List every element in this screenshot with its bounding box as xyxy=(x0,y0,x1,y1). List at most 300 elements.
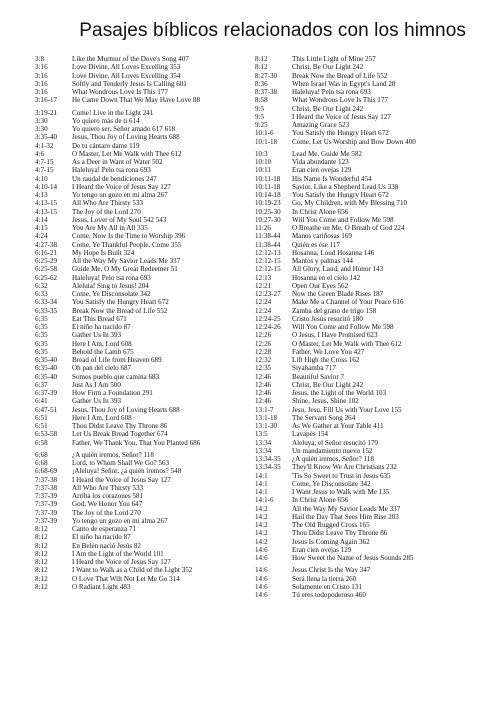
scripture-reference: 3:16-17 xyxy=(35,96,58,105)
hymn-title-number: Thou Didst Leave Thy Throne 86 xyxy=(72,422,168,430)
hymn-title-number: O Radiant Light 483 xyxy=(72,582,131,591)
scripture-reference: 14:6 xyxy=(255,545,268,554)
scripture-reference: 14:2 xyxy=(255,504,268,513)
scripture-reference: 11:26 xyxy=(255,224,271,232)
index-entry xyxy=(35,282,249,290)
index-entry xyxy=(255,414,467,422)
scripture-reference: 10:1-6 xyxy=(255,129,274,138)
scripture-reference: 8:12 xyxy=(35,533,48,542)
scripture-reference: 8:36 xyxy=(255,79,268,88)
scripture-reference: 12:24 xyxy=(255,298,272,307)
index-entry xyxy=(35,381,249,389)
scripture-reference: 6:16-21 xyxy=(35,248,58,257)
index-entry xyxy=(255,216,467,224)
index-entry xyxy=(35,265,249,273)
hymn-title-number: All Who Are Thirsty 533 xyxy=(72,199,144,208)
index-entry xyxy=(255,566,467,574)
index-entry xyxy=(35,348,249,356)
index-entry xyxy=(35,232,249,240)
hymn-title-number: Now the Green Blade Rises 187 xyxy=(292,290,384,298)
hymn-title-number: How Firm a Foundation 291 xyxy=(72,389,153,397)
scripture-reference: 6:58 xyxy=(35,438,48,447)
hymn-title-number: Come, Ye Thankful People, Come 355 xyxy=(72,240,182,249)
scripture-reference: 7:37-38 xyxy=(35,475,58,484)
index-entry xyxy=(35,533,249,541)
hymn-title-number: All Who Are Thirsty 533 xyxy=(72,483,144,492)
hymn-title-number: Haleluya! Pelo tsa rona 693 xyxy=(292,88,371,96)
index-entry xyxy=(255,274,467,282)
index-entry xyxy=(35,109,249,117)
hymn-title-number: Lavapés 154 xyxy=(292,430,329,439)
index-entry xyxy=(35,55,249,63)
hymn-title-number: My Hope Is Built 324 xyxy=(72,248,135,257)
index-entry xyxy=(35,158,249,166)
scripture-reference: 8:12 xyxy=(35,558,48,566)
scripture-reference: 13:1-30 xyxy=(255,422,278,430)
hymn-title-number: Amazing Grace 523 xyxy=(292,121,350,129)
scripture-reference: 14:1 xyxy=(255,471,268,480)
scripture-reference: 10:1-18 xyxy=(255,137,278,146)
hymn-title-number: Quién es ése 117 xyxy=(292,240,341,249)
index-entry xyxy=(35,356,249,364)
index-entry xyxy=(35,183,249,191)
hymn-title-number: All Glory, Laud, and Honor 143 xyxy=(292,265,384,274)
index-entry xyxy=(35,117,249,125)
scripture-reference: 8:12 xyxy=(35,574,48,583)
hymn-title-number: Hosanna, Loud Hosanna 146 xyxy=(292,248,375,257)
index-entry xyxy=(35,249,249,257)
index-entry xyxy=(35,142,249,150)
index-entry xyxy=(255,138,467,146)
scripture-reference: 12:32 xyxy=(255,356,272,364)
index-entry xyxy=(35,467,249,475)
index-entry xyxy=(35,340,249,348)
scripture-reference: 13:34-35 xyxy=(255,455,281,463)
index-entry xyxy=(255,307,467,315)
hymn-title-number: Un raudal de bendiciones 247 xyxy=(72,174,157,183)
scripture-reference: 6:33-34 xyxy=(35,298,58,307)
index-entry xyxy=(35,166,249,174)
hymn-title-number: The Joy of the Lord 270 xyxy=(72,508,141,517)
index-entry xyxy=(255,513,467,521)
hymn-title-number: He Came Down That We May Have Love 88 xyxy=(72,96,201,105)
hymn-title-number: Let Us Break Bread Together 674 xyxy=(72,430,168,439)
scripture-reference: 14:1 xyxy=(255,479,268,488)
index-entry xyxy=(255,105,467,113)
index-entry xyxy=(255,447,467,455)
scripture-reference: 13:5 xyxy=(255,430,268,439)
index-entry xyxy=(255,290,467,298)
index-entry xyxy=(255,521,467,529)
index-entry xyxy=(35,307,249,315)
hymn-title-number: Jesus, Thou Joy of Loving Hearts 688 xyxy=(72,133,180,142)
hymn-title-number: You Satisfy the Hungry Heart 672 xyxy=(292,129,389,138)
hymn-title-number: Será llena la tierra 260 xyxy=(292,574,357,583)
hymn-title-number: Haleluya! Pelo tsa rona 693 xyxy=(72,273,151,282)
scripture-reference: 3:16 xyxy=(35,88,48,96)
scripture-reference: 6:51 xyxy=(35,422,48,430)
index-entry xyxy=(255,158,467,166)
index-entry xyxy=(255,331,467,339)
scripture-reference: 6:25-29 xyxy=(35,257,58,265)
scripture-reference: 6:68-69 xyxy=(35,467,58,476)
scripture-reference: 6:68 xyxy=(35,450,48,459)
hymn-title-number: The Joy of the Lord 270 xyxy=(72,207,141,216)
hymn-title-number: Un mandamiento nuevo 152 xyxy=(292,446,373,455)
hymn-title-number: Solamente en Cristo 131 xyxy=(292,582,362,591)
index-entry xyxy=(35,492,249,500)
hymn-title-number: Tú eres todopoderoso 460 xyxy=(292,591,366,599)
hymn-title-number: You Satisfy the Hungry Heart 672 xyxy=(72,298,169,307)
scripture-reference: 6:33 xyxy=(35,290,48,298)
hymn-title-number: What Wondrous Love Is This 177 xyxy=(292,96,388,105)
index-entry xyxy=(255,129,467,137)
hymn-title-number: His Name Is Wonderful 454 xyxy=(292,174,372,183)
index-entry xyxy=(35,224,249,232)
scripture-reference: 10:19-23 xyxy=(255,199,281,208)
hymn-title-number: Christ, Be Our Light 242 xyxy=(292,380,364,389)
scripture-reference: 14:2 xyxy=(255,529,268,538)
hymn-title-number: Go, My Children, with My Blessing 710 xyxy=(292,199,408,208)
hymn-title-number: Hosanna en el cielo 142 xyxy=(292,273,361,282)
hymn-title-number: Zamba del grano de trigo 158 xyxy=(292,306,377,315)
index-entry xyxy=(255,80,467,88)
index-entry xyxy=(35,476,249,484)
scripture-reference: 14:2 xyxy=(255,537,268,546)
hymn-title-number: The Servant Song 264 xyxy=(292,413,356,422)
index-entry xyxy=(255,575,467,583)
hymn-title-number: El niño ha nacido 87 xyxy=(72,533,131,542)
index-entry xyxy=(35,558,249,566)
scripture-reference: 3:19-21 xyxy=(35,108,58,117)
index-entry xyxy=(35,133,249,141)
index-entry xyxy=(255,265,467,273)
hymn-title-number: I Want Jesus to Walk with Me 135 xyxy=(292,488,390,496)
hymn-title-number: Here I Am, Lord 608 xyxy=(72,413,132,422)
scripture-reference: 8:37-38 xyxy=(255,88,278,96)
scripture-reference: 7:37-39 xyxy=(35,500,58,509)
hymn-title-number: Break Now the Bread of Life 552 xyxy=(292,71,388,80)
hymn-title-number: Gather Us In 393 xyxy=(72,397,122,406)
hymn-title-number: Siyahamba 717 xyxy=(292,364,336,373)
index-entry xyxy=(255,373,467,381)
scripture-reference: 14:2 xyxy=(255,512,268,521)
hymn-title-number: Yo tengo un gozo en mi alma 267 xyxy=(72,516,168,525)
hymn-title-number: Lift High the Cross 162 xyxy=(292,356,360,364)
hymn-title-number: Eran cien ovejas 129 xyxy=(292,166,352,175)
hymn-title-number: Jesus Is Coming Again 362 xyxy=(292,537,370,546)
hymn-title-number: Jesus, the Light of the World 103 xyxy=(292,389,387,397)
hymn-title-number: I Am the Light of the World 101 xyxy=(72,549,164,558)
hymn-title-number: Come, Ye Disconsolate 342 xyxy=(72,290,151,298)
hymn-title-number: Mantos y palmas 144 xyxy=(292,257,353,265)
index-entry xyxy=(35,517,249,525)
index-entry xyxy=(255,472,467,480)
hymn-title-number: Yo quiero ser, Señor amado 617 618 xyxy=(72,125,176,133)
index-entry xyxy=(255,249,467,257)
hymn-title-number: Arriba los corazones 581 xyxy=(72,492,144,500)
scripture-reference: 4:10 xyxy=(35,174,48,183)
scripture-reference: 12:46 xyxy=(255,389,272,397)
index-entry xyxy=(255,406,467,414)
index-entry xyxy=(35,459,249,467)
scripture-reference: 8:12 xyxy=(35,582,48,591)
index-entry xyxy=(255,340,467,348)
index-entry xyxy=(35,274,249,282)
scripture-reference: 10:25-30 xyxy=(255,207,281,216)
hymn-title-number: Oh pan del cielo 687 xyxy=(72,364,132,373)
left-column-index xyxy=(35,55,249,591)
index-entry xyxy=(255,364,467,372)
scripture-reference: 4:13-15 xyxy=(35,199,58,208)
scripture-reference: 11:38-44 xyxy=(255,240,281,249)
hymn-title-number: Softly and Tenderly Jesus Is Calling 601 xyxy=(72,79,187,88)
scripture-reference: 12:26 xyxy=(255,339,272,348)
hymn-title-number: Lead Me, Guide Me 582 xyxy=(292,149,362,158)
index-entry xyxy=(255,166,467,174)
index-entry xyxy=(255,63,467,71)
hymn-title-number: De tu cántaro dame 119 xyxy=(72,141,140,150)
scripture-reference: 9:25 xyxy=(255,121,268,129)
index-entry xyxy=(255,257,467,265)
scripture-reference: 6:35 xyxy=(35,314,48,323)
scripture-reference: 13:1-18 xyxy=(255,413,278,422)
hymn-title-number: Father, We Thank You, That You Planted 686 xyxy=(72,438,201,447)
hymn-title-number: Jesus, Thou Joy of Loving Hearts 688 xyxy=(72,405,180,414)
scripture-reference: 7:37-39 xyxy=(35,508,58,517)
scripture-reference: 9:5 xyxy=(255,104,265,113)
index-entry xyxy=(255,430,467,438)
scripture-reference: 3:35-40 xyxy=(35,133,58,142)
index-entry xyxy=(35,583,249,591)
hymn-title-number: O Master, Let Me Walk with Thee 612 xyxy=(292,339,402,348)
scripture-reference: 10:11-18 xyxy=(255,174,281,183)
index-entry xyxy=(255,282,467,290)
scripture-reference: 4:27-38 xyxy=(35,240,58,249)
hymn-title-number: Christ, Be Our Light 242 xyxy=(292,63,364,72)
index-entry xyxy=(35,373,249,381)
hymn-title-number: In Christ Alone 656 xyxy=(292,207,349,216)
hymn-title-number: Manos cariñosas 169 xyxy=(292,232,352,241)
hymn-title-number: I Heard the Voice of Jesus Say 127 xyxy=(72,182,171,191)
index-entry xyxy=(255,538,467,546)
hymn-title-number: Jesus, Lover of My Soul 542 543 xyxy=(72,215,167,224)
scripture-reference: 12:12-15 xyxy=(255,265,281,274)
index-entry xyxy=(35,290,249,298)
index-entry xyxy=(35,175,249,183)
index-entry xyxy=(35,451,249,459)
index-entry xyxy=(255,96,467,104)
scripture-reference: 8:12 xyxy=(35,525,48,533)
scripture-reference: 6:47-51 xyxy=(35,405,58,414)
hymn-title-number: You Satisfy the Hungry Heart 672 xyxy=(292,191,389,199)
hymn-title-number: Love Divine, All Loves Excelling 354 xyxy=(72,71,181,80)
scripture-reference: 10:10 xyxy=(255,158,272,166)
index-entry xyxy=(255,199,467,207)
scripture-reference: 6:35 xyxy=(35,339,48,348)
scripture-reference: 6:53-58 xyxy=(35,430,58,439)
hymn-title-number: En Belén nació Jesús 82 xyxy=(72,541,141,550)
hymn-title-number: ¿A quién iremos, Señor? 118 xyxy=(72,450,154,459)
index-entry xyxy=(255,422,467,430)
scripture-reference: 12:21 xyxy=(255,281,272,290)
scripture-reference: 6:33-35 xyxy=(35,306,58,315)
index-entry xyxy=(35,406,249,414)
scripture-reference: 4:14 xyxy=(35,215,48,224)
index-entry xyxy=(255,439,467,447)
scripture-reference: 13:1-7 xyxy=(255,405,274,414)
index-entry xyxy=(35,88,249,96)
hymn-title-number: O Jesus, I Have Promised 623 xyxy=(292,331,378,340)
scripture-reference: 10:27-30 xyxy=(255,215,281,224)
hymn-title-number: O Breathe on Me, O Breath of God 224 xyxy=(292,224,405,232)
hymn-title-number: Eat This Bread 671 xyxy=(72,314,127,323)
hymn-title-number: 'Tis So Sweet to Trust in Jesus 635 xyxy=(292,471,391,480)
index-entry xyxy=(255,150,467,158)
index-entry xyxy=(35,422,249,430)
hymn-title-number: Somos pueblo que camina 683 xyxy=(72,372,160,381)
scripture-reference: 12:13 xyxy=(255,273,272,282)
hymn-title-number: O Master, Let Me Walk with Thee 612 xyxy=(72,149,182,158)
index-entry xyxy=(255,175,467,183)
hymn-title-number: All the Way My Savior Leads Me 337 xyxy=(292,504,401,513)
hymn-title-number: Savior, Like a Shepherd Lead Us 338 xyxy=(292,182,399,191)
index-entry xyxy=(35,208,249,216)
hymn-title-number: Here I Am, Lord 608 xyxy=(72,339,132,348)
index-entry xyxy=(255,480,467,488)
hymn-title-number: Beautiful Savior 7 xyxy=(292,372,345,381)
hymn-title-number: Break Now the Bread of Life 552 xyxy=(72,306,168,315)
hymn-title-number: El niño ha nacido 87 xyxy=(72,323,131,331)
scripture-reference: 6:35-40 xyxy=(35,356,58,364)
hymn-title-number: Cristo Jesús resucitó 180 xyxy=(292,314,363,323)
index-entry xyxy=(255,208,467,216)
index-entry xyxy=(35,389,249,397)
hymn-title-number: How Sweet the Name of Jesus Sounds 285 xyxy=(292,554,414,562)
index-entry xyxy=(255,191,467,199)
index-entry xyxy=(35,96,249,104)
scripture-reference: 8:12 xyxy=(255,63,268,72)
scripture-reference: 12:24-26 xyxy=(255,323,281,331)
scripture-reference: 6:68 xyxy=(35,459,48,467)
scripture-reference: 4:15 xyxy=(35,224,48,232)
scripture-reference: 6:35 xyxy=(35,323,48,331)
hymn-title-number: Hail the Day That Sees Him Rise 203 xyxy=(292,512,399,521)
hymn-title-number: I Heard the Voice of Jesus Say 127 xyxy=(72,558,171,566)
index-entry xyxy=(255,546,467,554)
hymn-title-number: Aleluya, el Señor resucitó 179 xyxy=(292,438,379,447)
index-entry xyxy=(255,72,467,80)
hymn-title-number: In Christ Alone 656 xyxy=(292,496,349,505)
hymn-title-number: Will You Come and Follow Me 598 xyxy=(292,323,394,331)
scripture-reference: 12:23-27 xyxy=(255,290,281,298)
index-entry xyxy=(255,315,467,323)
hymn-title-number: Christ, Be Our Light 242 xyxy=(292,104,364,113)
hymn-title-number: Eran cien ovejas 129 xyxy=(292,545,352,554)
scripture-reference: 12:28 xyxy=(255,347,272,356)
scripture-reference: 13:34 xyxy=(255,438,272,447)
scripture-reference: 4:7-15 xyxy=(35,166,54,175)
hymn-title-number: Guide Me, O My Great Redeemer 51 xyxy=(72,265,178,274)
index-entry xyxy=(255,455,467,463)
scripture-reference: 4:13-15 xyxy=(35,207,58,216)
hymn-title-number: Love Divine, All Loves Excelling 353 xyxy=(72,63,181,72)
hymn-title-number: Will You Come and Follow Me 598 xyxy=(292,215,394,224)
index-entry xyxy=(255,348,467,356)
hymn-title-number: Make Me a Channel of Your Peace 616 xyxy=(292,298,404,307)
hymn-title-number: You Are My All in All 335 xyxy=(72,224,148,232)
scripture-reference: 12:46 xyxy=(255,372,272,381)
index-entry xyxy=(255,463,467,471)
scripture-reference: 8:27-30 xyxy=(255,71,278,80)
index-entry xyxy=(35,257,249,265)
scripture-reference: 3:16 xyxy=(35,71,48,80)
hymn-title-number: As a Deer in Want of Water 502 xyxy=(72,158,163,166)
hymn-title-number: ¡Aleluya! Señor, ¿a quién iremos? 548 xyxy=(72,467,182,476)
scripture-reference: 3:30 xyxy=(35,125,48,133)
index-entry xyxy=(255,397,467,405)
index-entry xyxy=(35,80,249,88)
hymn-title-number: Vida abundante 123 xyxy=(292,158,349,166)
scripture-reference: 10:14-18 xyxy=(255,191,281,199)
hymn-title-number: O Love That Wilt Not Let Me Go 314 xyxy=(72,574,180,583)
scripture-reference: 8:12 xyxy=(35,566,48,575)
index-entry xyxy=(35,191,249,199)
index-entry xyxy=(35,331,249,339)
scripture-reference: 6:35-40 xyxy=(35,372,58,381)
index-entry xyxy=(35,550,249,558)
scripture-reference: 3:8 xyxy=(35,55,45,63)
scripture-reference: 14:6 xyxy=(255,566,268,575)
hymn-title-number: I Heard the Voice of Jesus Say 127 xyxy=(72,475,171,484)
index-entry xyxy=(35,323,249,331)
scripture-reference: 6:32 xyxy=(35,281,48,290)
hymn-title-number: They'll Know We Are Christians 232 xyxy=(292,463,397,472)
index-entry xyxy=(255,183,467,191)
index-entry xyxy=(35,439,249,447)
right-column-index xyxy=(255,55,467,599)
index-entry xyxy=(255,323,467,331)
index-entry xyxy=(35,430,249,438)
index-entry xyxy=(255,488,467,496)
scripture-reference: 12:26 xyxy=(255,331,272,340)
scripture-reference: 3:16 xyxy=(35,63,48,72)
hymn-title-number: I Want to Walk as a Child of the Light 352 xyxy=(72,566,193,575)
hymn-title-number: What Wondrous Love Is This 177 xyxy=(72,88,168,96)
scripture-reference: 4:6 xyxy=(35,149,45,158)
hymn-title-number: Bread of Life from Heaven 689 xyxy=(72,356,162,364)
hymn-title-number: This Little Light of Mine 257 xyxy=(292,55,376,63)
index-entry xyxy=(255,583,467,591)
index-entry xyxy=(255,529,467,537)
hymn-title-number: The Old Rugged Cross 165 xyxy=(292,521,370,529)
scripture-reference: 13:34-35 xyxy=(255,463,281,472)
index-entry xyxy=(35,566,249,574)
hymn-title-number: Open Our Eyes 562 xyxy=(292,281,349,290)
scripture-reference: 12:12-13 xyxy=(255,248,281,257)
index-entry xyxy=(35,150,249,158)
scripture-reference: 7:37-39 xyxy=(35,516,58,525)
scripture-reference: 8:58 xyxy=(255,96,268,105)
index-entry xyxy=(255,381,467,389)
index-entry xyxy=(35,298,249,306)
hymn-title-number: Thou Didst Leave Thy Throne 86 xyxy=(292,529,388,538)
index-entry xyxy=(35,241,249,249)
index-entry xyxy=(35,509,249,517)
scripture-reference: 4:7-15 xyxy=(35,158,54,166)
scripture-reference: 9:5 xyxy=(255,112,265,121)
index-entry xyxy=(35,315,249,323)
